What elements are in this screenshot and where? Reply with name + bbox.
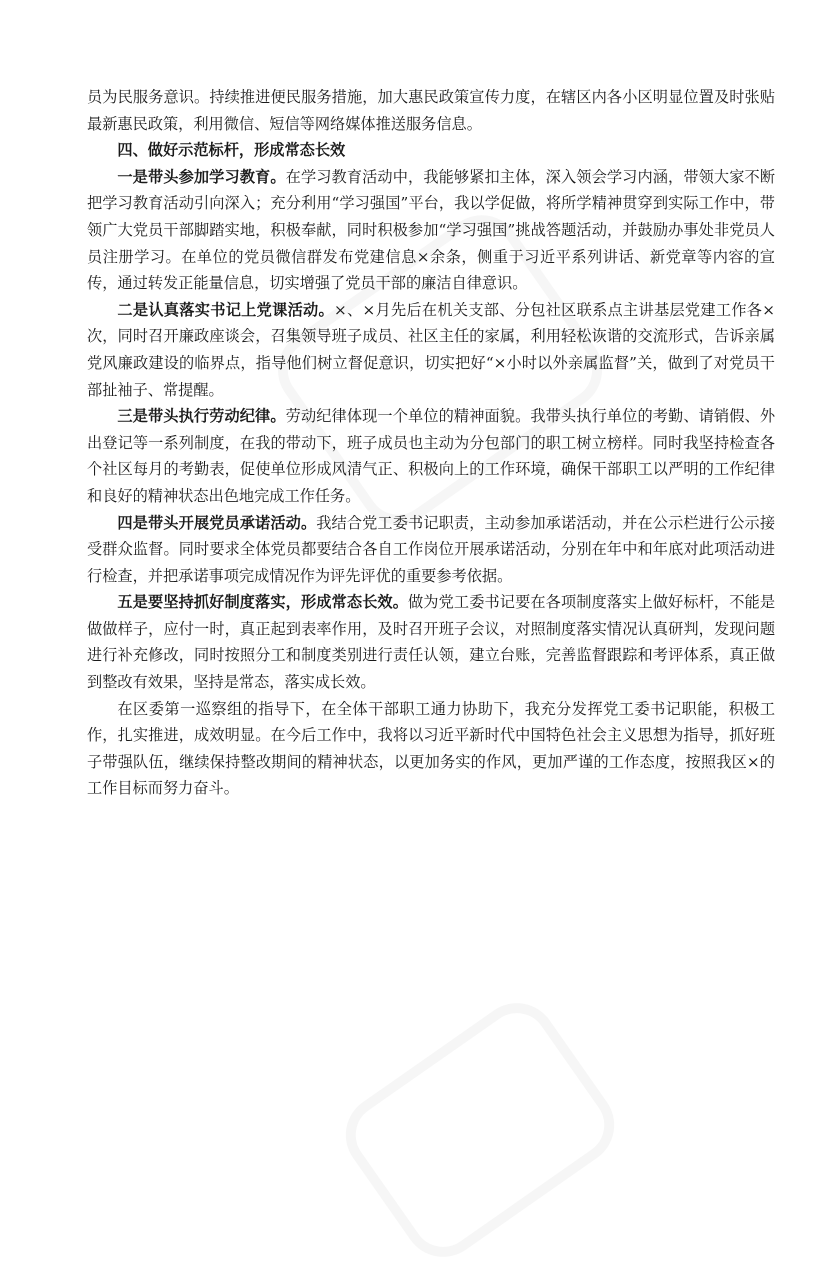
paragraph-continuation: 员为民服务意识。持续推进便民服务措施，加大惠民政策宣传力度，在辖区内各小区明显位置及时张贴最新惠民政策，利用微信、短信等网络媒体推送服务信息。 <box>87 88 775 133</box>
paragraph-text: ×、×月先后在机关支部、分包社区联系点主讲基层党建工作各×次，同时召开廉政座谈会，召集领导班子成员、社区主任的家属，利用轻松诙谐的交流形式，告诉亲属党风廉政建设的临界点，指导他们树立督促意识，切实把好“×小时以外亲属监督”关，做到了对党员干部扯袖子、常提醒。 <box>87 300 775 399</box>
paragraph-system-implementation <box>87 589 775 695</box>
paragraph-member-pledge <box>87 510 775 590</box>
paragraph-text: 做为党工委书记要在各项制度落实上做好标杆，不能是做做样子，应付一时，真正起到表率作用，及时召开班子会议，对照制度落实情况认真研判，发现问题进行补充修改，同时按照分工和制度类别进行责任认领，建立台账，完善监督跟踪和考评体系，真正做到整改有效果，坚持是常态，落实成长效。 <box>87 593 776 692</box>
paragraph-text: 我结合党工委书记职责，主动参加承诺活动，并在公示栏进行公示接受群众监督。同时要求全体党员都要结合各自工作岗位开展承诺活动，分别在年中和年底对此项活动进行检查，并把承诺事项完成情况作为评先评优的重要参考依据。 <box>87 513 776 585</box>
paragraph-party-lecture <box>87 297 775 403</box>
watermark <box>330 987 630 1272</box>
paragraph-conclusion: 在区委第一巡察组的指导下，在全体干部职工通力协助下，我充分发挥党工委书记职能，积极工作，扎实推进，成效明显。在今后工作中，我将以习近平新时代中国特色社会主义思想为指导，抓好班子带强队伍，继续保持整改期间的精神状态，以更加务实的作风，更加严谨的工作态度，按照我区×的工作目标而努力奋斗。 <box>87 699 775 798</box>
paragraph-labor-discipline <box>87 403 775 509</box>
paragraph-lead: 二是认真落实书记上党课活动。 <box>117 300 334 319</box>
paragraph-lead: 四是带头开展党员承诺活动。 <box>117 513 317 532</box>
paragraph-text: 在学习教育活动中，我能够紧扣主体，深入领会学习内涵，带领大家不断把学习教育活动引向深入；充分利用“学习强国”平台，我以学促做，将所学精神贯穿到实际工作中，带领广大党员干部脚踏实地，积极奉献，同时积极参加“学习强国”挑战答题活动，并鼓励办事处非党员人员注册学习。在单位的党员微信群发布党建信息×余条，侧重于习近平系列讲话、新党章等内容的宣传，通过转发正能量信息，切实增强了党员干部的廉洁自律意识。 <box>87 167 776 293</box>
paragraph-study-education <box>87 164 775 297</box>
paragraph-lead: 一是带头参加学习教育。 <box>117 167 286 186</box>
section-heading: 四、做好示范标杆，形成常态长效 <box>117 141 346 160</box>
document-body <box>87 84 775 802</box>
paragraph-lead: 三是带头执行劳动纪律。 <box>117 407 286 426</box>
paragraph-text: 劳动纪律体现一个单位的精神面貌。我带头执行单位的考勤、请销假、外出登记等一系列制度，在我的带动下，班子成员也主动为分包部门的职工树立榜样。同时我坚持检查各个社区每月的考勤表，促使单位形成风清气正、积极向上的工作环境，确保干部职工以严明的工作纪律和良好的精神状态出色地完成工作任务。 <box>87 407 776 505</box>
paragraph-lead: 五是要坚持抓好制度落实，形成常态长效。 <box>117 593 409 612</box>
